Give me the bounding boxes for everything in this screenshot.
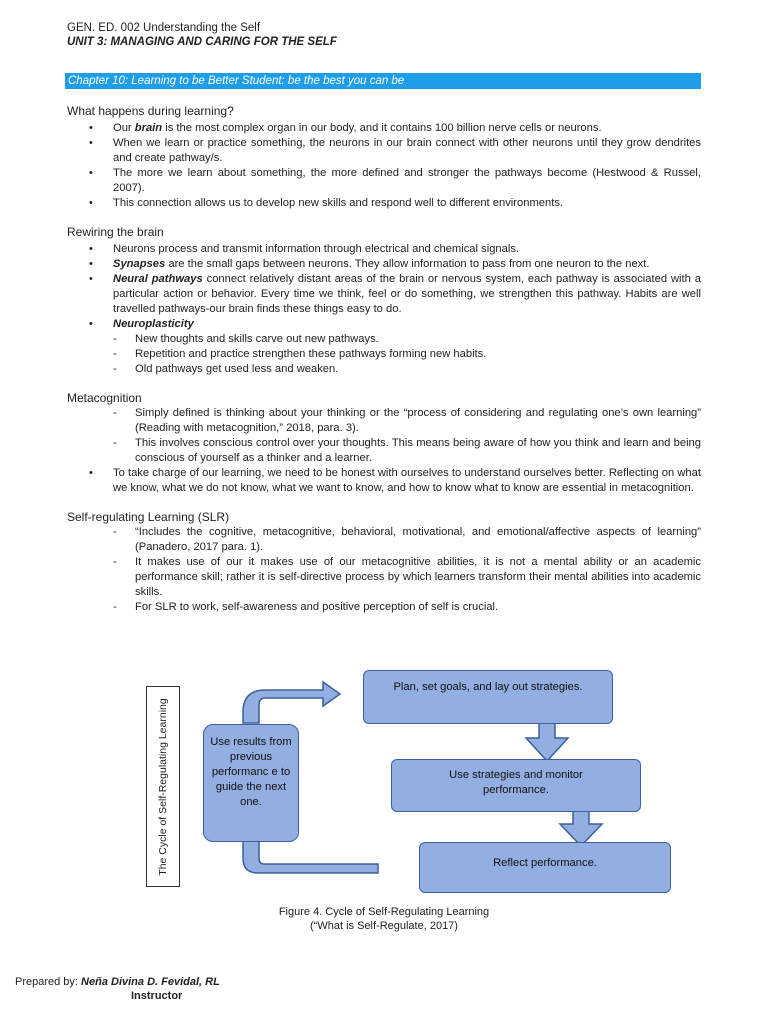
list-item: - Repetition and practice strengthen these pathways forming new habits.	[67, 347, 701, 362]
section-heading-slr: Self-regulating Learning (SLR)	[67, 510, 230, 524]
chapter-title-bar: Chapter 10: Learning to be Better Student: be the best you can be	[65, 73, 701, 89]
neuroplasticity-sublist	[67, 332, 701, 377]
list-item	[67, 317, 701, 332]
list-item: • To take charge of our learning, we need to be honest with ourselves to understand ourselves better. Reflecting on what we know, what we do not know, what we want to know, and how to know what to know are essential in metacognition.	[67, 466, 701, 496]
list-item: • This connection allows us to develop new skills and respond well to different environments.	[67, 196, 701, 211]
box-use-strategies-text: Use strategies and monitor performance.	[449, 769, 583, 796]
prepared-label: Prepared by:	[15, 976, 82, 988]
box-reflect	[419, 842, 671, 893]
list-item	[67, 121, 701, 136]
figure-source: (“What is Self-Regulate, 2017)	[310, 920, 458, 932]
bullet-text: are the small gaps between neurons. They allow information to pass from one neuron to the next.	[165, 258, 650, 270]
box-use-strategies	[391, 759, 641, 812]
slr-dash-list	[67, 525, 701, 615]
course-title: GEN. ED. 002 Understanding the Self	[67, 22, 261, 34]
emphasis-text: Synapses	[113, 258, 166, 270]
list-item: - New thoughts and skills carve out new pathways.	[67, 332, 701, 347]
list-item: • The more we learn about something, the more defined and stronger the pathways become (Hestwood & Russel, 2007).	[67, 166, 701, 196]
bullet-text: is the most complex organ in our body, and it contains 100 billion nerve cells or neurons.	[162, 122, 602, 134]
list-item: • When we learn or practice something, the neurons in our brain connect with other neurons until they grow dendrites and create pathway/s.	[67, 136, 701, 166]
list-item: • Neurons process and transmit information through electrical and chemical signals.	[67, 242, 701, 257]
preparer-role: Instructor	[131, 990, 183, 1002]
bullet-text: Our	[113, 122, 135, 134]
emphasis-text: brain	[134, 122, 163, 134]
section-heading-rewiring: Rewiring the brain	[67, 225, 164, 239]
return-arrow-icon	[243, 682, 340, 723]
preparer-name: Neña Divina D. Fevidal, RL	[81, 976, 220, 988]
box-plan-text: Plan, set goals, and lay out strategies.	[393, 681, 583, 693]
list-item: - This involves conscious control over your thoughts. This means being aware of how you think and learn and being conscious of yourself as a thinker and a learner.	[67, 436, 701, 466]
emphasis-text: Neuroplasticity	[113, 318, 194, 330]
down-arrow-icon	[526, 723, 568, 761]
page-content	[67, 104, 701, 615]
list-item: - “Includes the cognitive, metacognitive, behavioral, motivational, and emotional/affective aspects of learning” (Panadero, 2017 para. 1).	[67, 525, 701, 555]
section-learning-list	[67, 121, 701, 211]
list-item	[67, 257, 701, 272]
list-item: - For SLR to work, self-awareness and positive perception of self is crucial.	[67, 600, 701, 615]
cycle-side-label: The Cycle of Self-Regulating Learning	[157, 697, 169, 876]
box-plan	[363, 670, 613, 724]
section-heading-learning: What happens during learning?	[67, 104, 234, 118]
box-use-results-text: Use results from previous performanc e to guide the next one.	[210, 736, 292, 808]
cycle-side-label-box	[146, 686, 180, 887]
list-item: - It makes use of our it makes use of our metacognitive abilities, it is not a mental ability or an academic performance skill; rather it is self-directive process by which learners transform their mental abilities into academic skills.	[67, 555, 701, 600]
bullet-text: connect relatively distant areas of the brain or nervous system, each pathway is associated with a particular action or behavior. Every time we think, feel or do something, we strengthen this pathway. Habits are well travelled pathways-our brain finds these things easy to do.	[113, 273, 701, 315]
down-arrow-icon	[560, 811, 602, 846]
metacognition-dash-list	[67, 406, 701, 466]
prepared-by	[15, 976, 220, 988]
figure-caption: Figure 4. Cycle of Self-Regulating Learning	[278, 906, 490, 918]
emphasis-text: Neural pathways	[113, 273, 203, 285]
list-item: - Simply defined is thinking about your thinking or the “process of considering and regulating one’s own learning” (Reading with metacognition,” 2018, para. 3).	[67, 406, 701, 436]
unit-title: UNIT 3: MANAGING AND CARING FOR THE SELF	[67, 36, 337, 48]
list-item: - Old pathways get used less and weaken.	[67, 362, 701, 377]
box-reflect-text: Reflect performance.	[493, 857, 597, 869]
box-use-results	[203, 724, 299, 842]
bottom-band-icon	[243, 841, 378, 873]
section-rewiring-list	[67, 242, 701, 332]
list-item	[67, 272, 701, 317]
section-heading-metacognition: Metacognition	[67, 391, 142, 405]
metacognition-bullet-list	[67, 466, 701, 496]
